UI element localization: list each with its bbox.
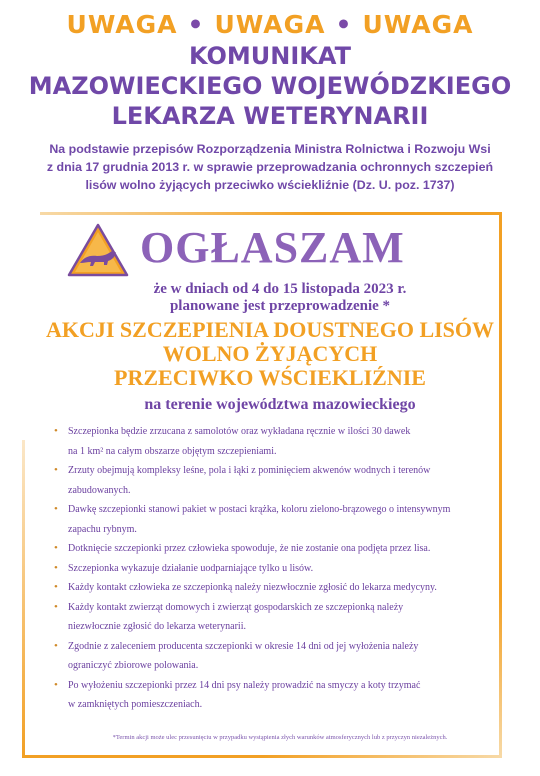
list-item: • Zrzuty obejmują kompleksy leśne, pola i łąki z pominięciem akwenów wodnych i terenów zabudowanych.	[52, 461, 492, 500]
intro-line: lisów wolno żyjących przeciwko wściekliźnie (Dz. U. poz. 1737)	[85, 178, 455, 192]
uwaga-separator: •	[187, 10, 205, 39]
list-item: • Każdy kontakt zwierząt domowych i zwierząt gospodarskich ze szczepionką należy niezwłocznie zgłosić do lekarza weterynarii.	[52, 598, 492, 637]
title-line: LEKARZA WETERYNARII	[111, 102, 429, 130]
list-item: • Każdy kontakt człowieka ze szczepionką należy niezwłocznie zgłosić do lekarza medycyny.	[52, 578, 492, 598]
instructions-list	[52, 422, 492, 715]
date-line: że w dniach od 4 do 15 listopada 2023 r.	[153, 281, 407, 297]
title-line: KOMUNIKAT	[189, 42, 351, 70]
frame-border-top	[40, 212, 502, 215]
list-item: • Dawkę szczepionki stanowi pakiet w postaci krążka, koloru zielono-brązowego o intensywnym zapachu rybnym.	[52, 500, 492, 539]
legal-basis-text	[30, 140, 510, 194]
list-item: • Szczepionka wykazuje działanie uodparniające tylko u lisów.	[52, 559, 492, 579]
uwaga-banner	[0, 10, 540, 39]
title-line: MAZOWIECKIEGO WOJEWÓDZKIEGO	[28, 72, 512, 100]
announcement-heading: OGŁASZAM	[140, 223, 405, 272]
list-item: • Szczepionka będzie zrzucana z samolotów oraz wykładana ręcznie w ilości 30 dawek na 1 km² na całym obszarze objętym szczepieniami.	[52, 422, 492, 461]
list-item: • Dotknięcie szczepionki przez człowieka spowoduje, że nie zostanie ona podjęta przez lisa.	[52, 539, 492, 559]
campaign-line: WOLNO ŻYJĄCYCH	[162, 341, 378, 366]
date-line: planowane jest przeprowadzenie *	[169, 298, 391, 314]
campaign-line: PRZECIWKO WŚCIEKLIŹNIE	[114, 365, 426, 390]
footnote: *Termin akcji może ulec przesunięciu w przypadku wystąpienia złych warunków atmosferycznych lub z przyczyn niezależnych.	[112, 734, 448, 741]
fox-warning-sign-icon	[66, 222, 130, 278]
region-line: na terenie województwa mazowieckiego	[144, 396, 416, 413]
frame-border-left	[22, 440, 25, 758]
list-item: • Zgodnie z zaleceniem producenta szczepionki w okresie 14 dni od jej wyłożenia należy ograniczyć zbiorowe polowania.	[52, 637, 492, 676]
campaign-dates	[60, 281, 500, 315]
frame-border-bottom	[22, 755, 502, 758]
uwaga-separator: •	[335, 10, 353, 39]
list-item: • Po wyłożeniu szczepionki przez 14 dni psy należy prowadzić na smyczy a koty trzymać w zamkniętych pomieszczeniach.	[52, 676, 492, 715]
intro-line: z dnia 17 grudnia 2013 r. w sprawie przeprowadzania ochronnych szczepień	[46, 160, 494, 174]
campaign-line: AKCJI SZCZEPIENIA DOUSTNEGO LISÓW	[45, 317, 495, 342]
document-title	[0, 41, 540, 131]
uwaga-word: UWAGA	[66, 10, 178, 39]
uwaga-word: UWAGA	[214, 10, 326, 39]
campaign-title	[30, 318, 510, 390]
uwaga-word: UWAGA	[362, 10, 474, 39]
intro-line: Na podstawie przepisów Rozporządzenia Ministra Rolnictwa i Rozwoju Wsi	[49, 142, 491, 156]
